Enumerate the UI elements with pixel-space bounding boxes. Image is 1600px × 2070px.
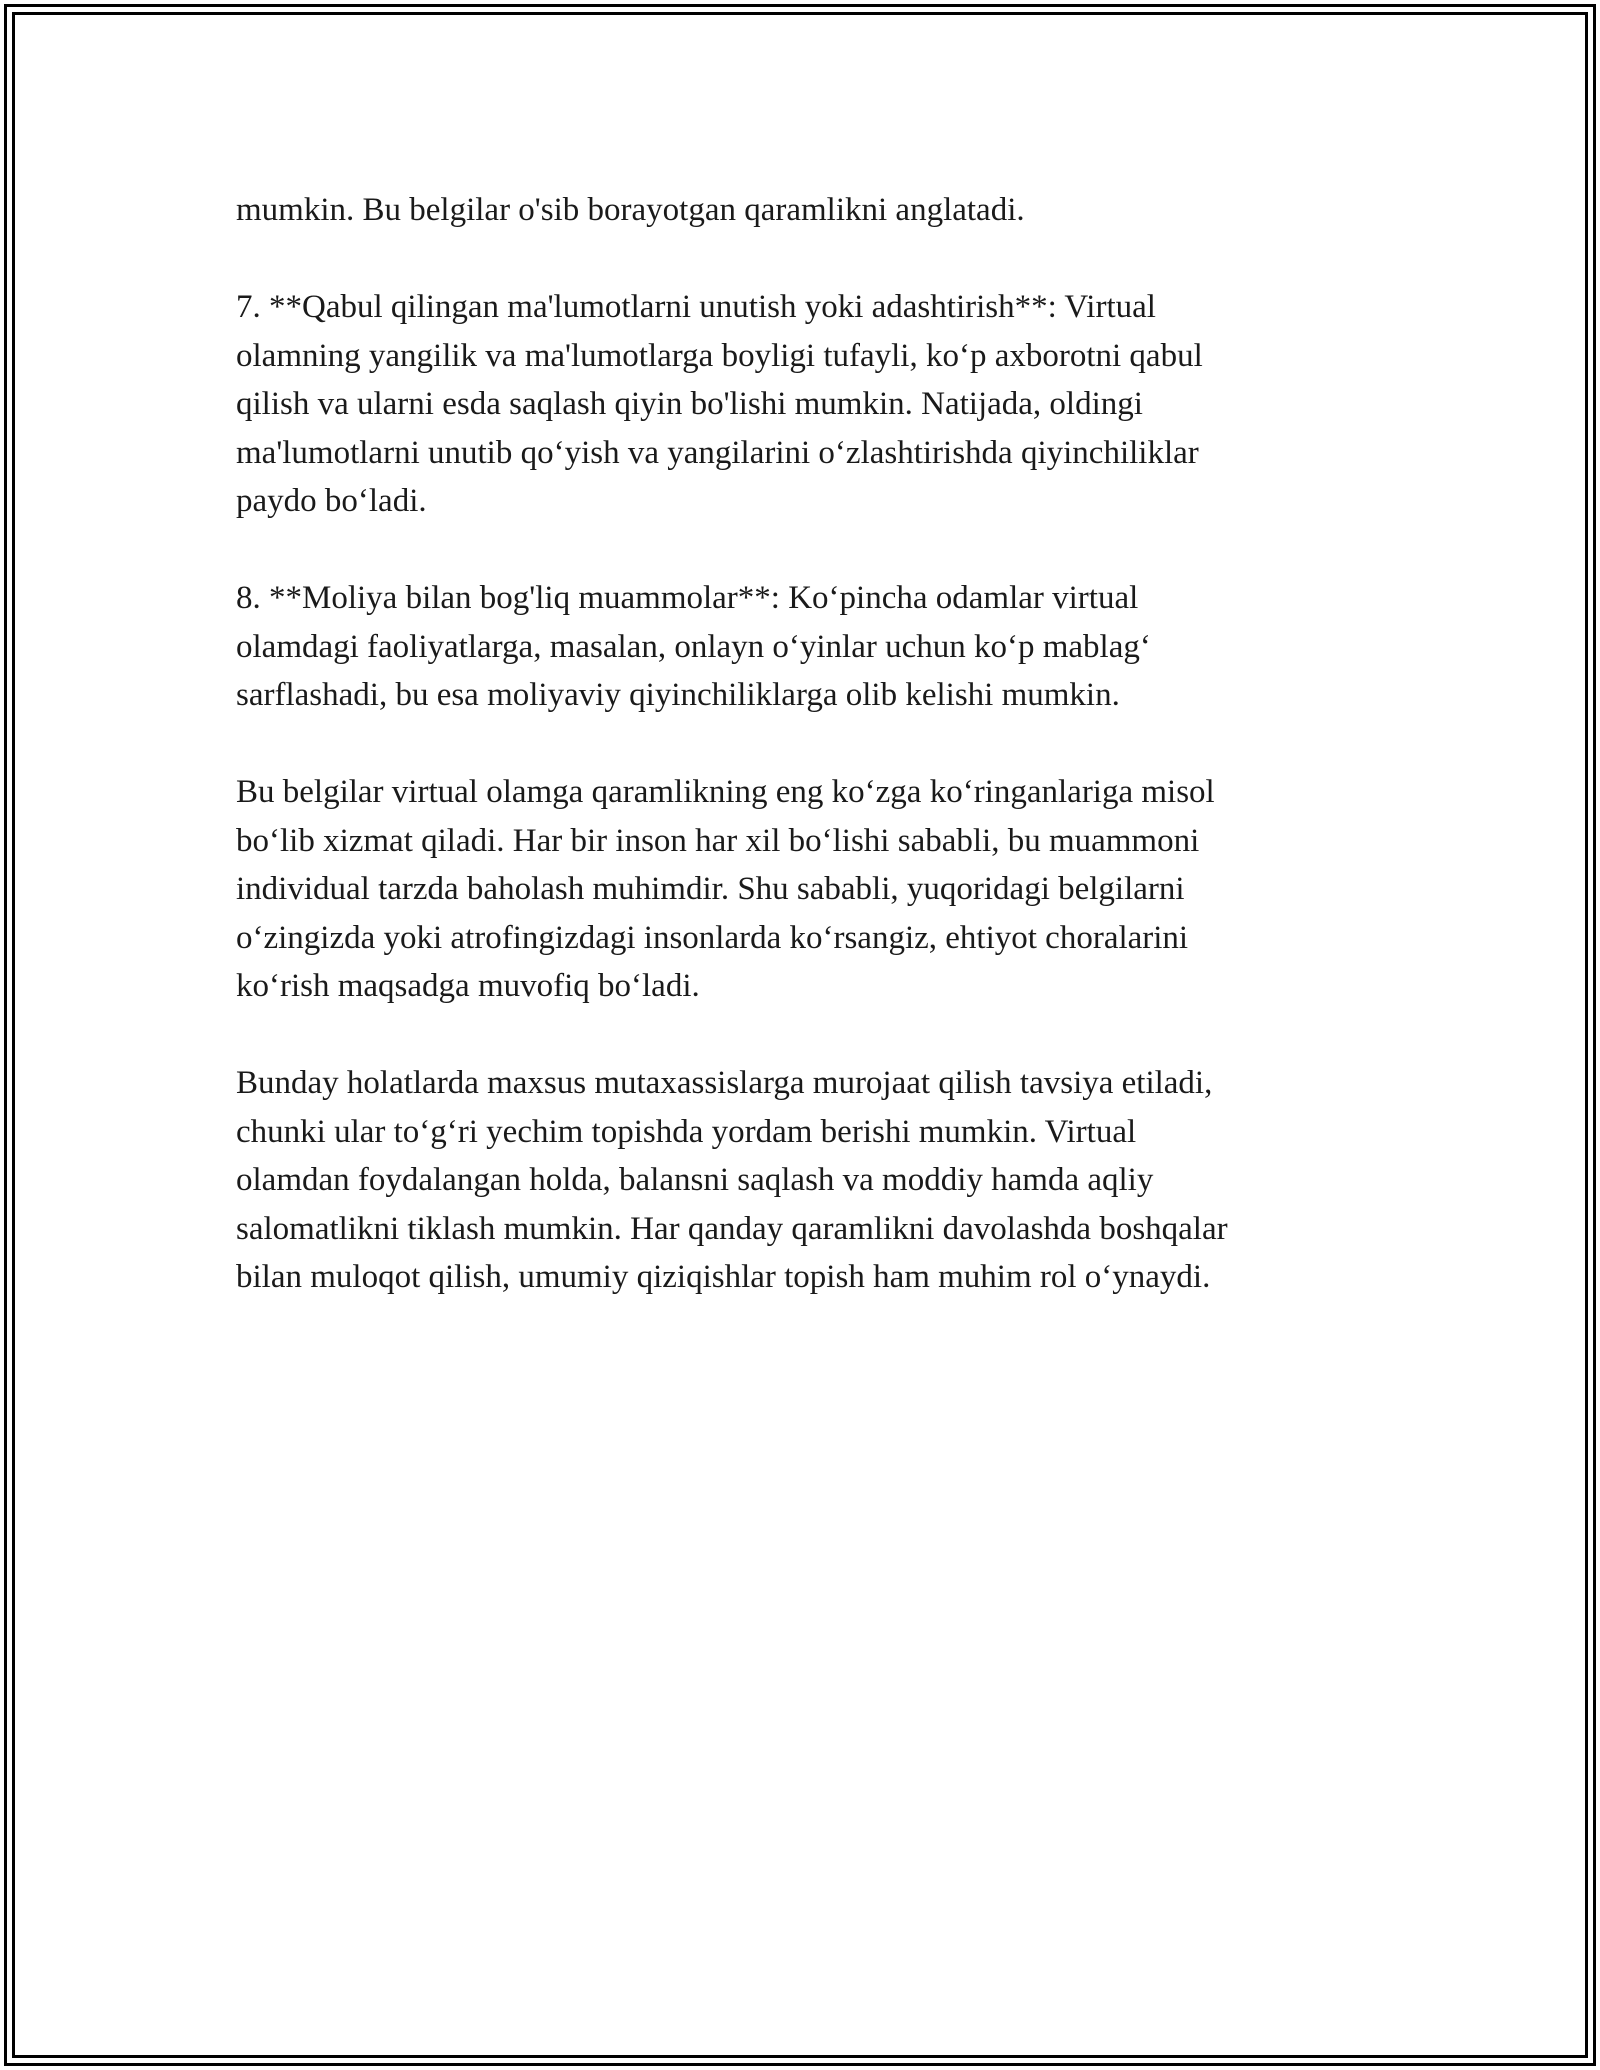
paragraph-summary: Bu belgilar virtual olamga qaramlikning eng koʻzga koʻringanlariga misol boʻlib xizmat qiladi. Har bir inson har xil boʻlishi sababli, bu muammoni individual tarzda baholash muhimdir. Shu sababli, yuqoridagi belgilarni oʻzingizda yoki atrofingizdagi insonlarda koʻrsangiz, ehtiyot choralarini koʻrish maqsadga muvofiq boʻladi. bbox=[236, 774, 1215, 1004]
paragraph-item-7: 7. **Qabul qilingan ma'lumotlarni unutish yoki adashtirish**: Virtual olamning yangilik va ma'lumotlarga boyligi tufayli, koʻp axborotni qabul qilish va ularni esda saqlash qiyin bo'lishi mumkin. Natijada, oldingi ma'lumotlarni unutib qoʻyish va yangilarini oʻzlashtirishda qiyinchiliklar paydo boʻladi. bbox=[236, 289, 1203, 519]
paragraph-recommendation: Bunday holatlarda maxsus mutaxassislarga murojaat qilish tavsiya etiladi, chunki ular toʻgʻri yechim topishda yordam berishi mumkin. Virtual olamdan foydalangan holda, balansni saqlash va moddiy hamda aqliy salomatlikni tiklash mumkin. Har qanday qaramlikni davolashda boshqalar bilan muloqot qilish, umumiy qiziqishlar topish ham muhim rol oʻynaydi. bbox=[236, 1065, 1228, 1295]
paragraph-continuation: mumkin. Bu belgilar o'sib borayotgan qaramlikni anglatadi. bbox=[236, 192, 1025, 228]
document-body bbox=[236, 186, 1356, 1350]
paragraph-item-8: 8. **Moliya bilan bog'liq muammolar**: Koʻpincha odamlar virtual olamdagi faoliyatlarga, masalan, onlayn oʻyinlar uchun koʻp mablagʻ sarflashadi, bu esa moliyaviy qiyinchiliklarga olib kelishi mumkin. bbox=[236, 580, 1151, 713]
